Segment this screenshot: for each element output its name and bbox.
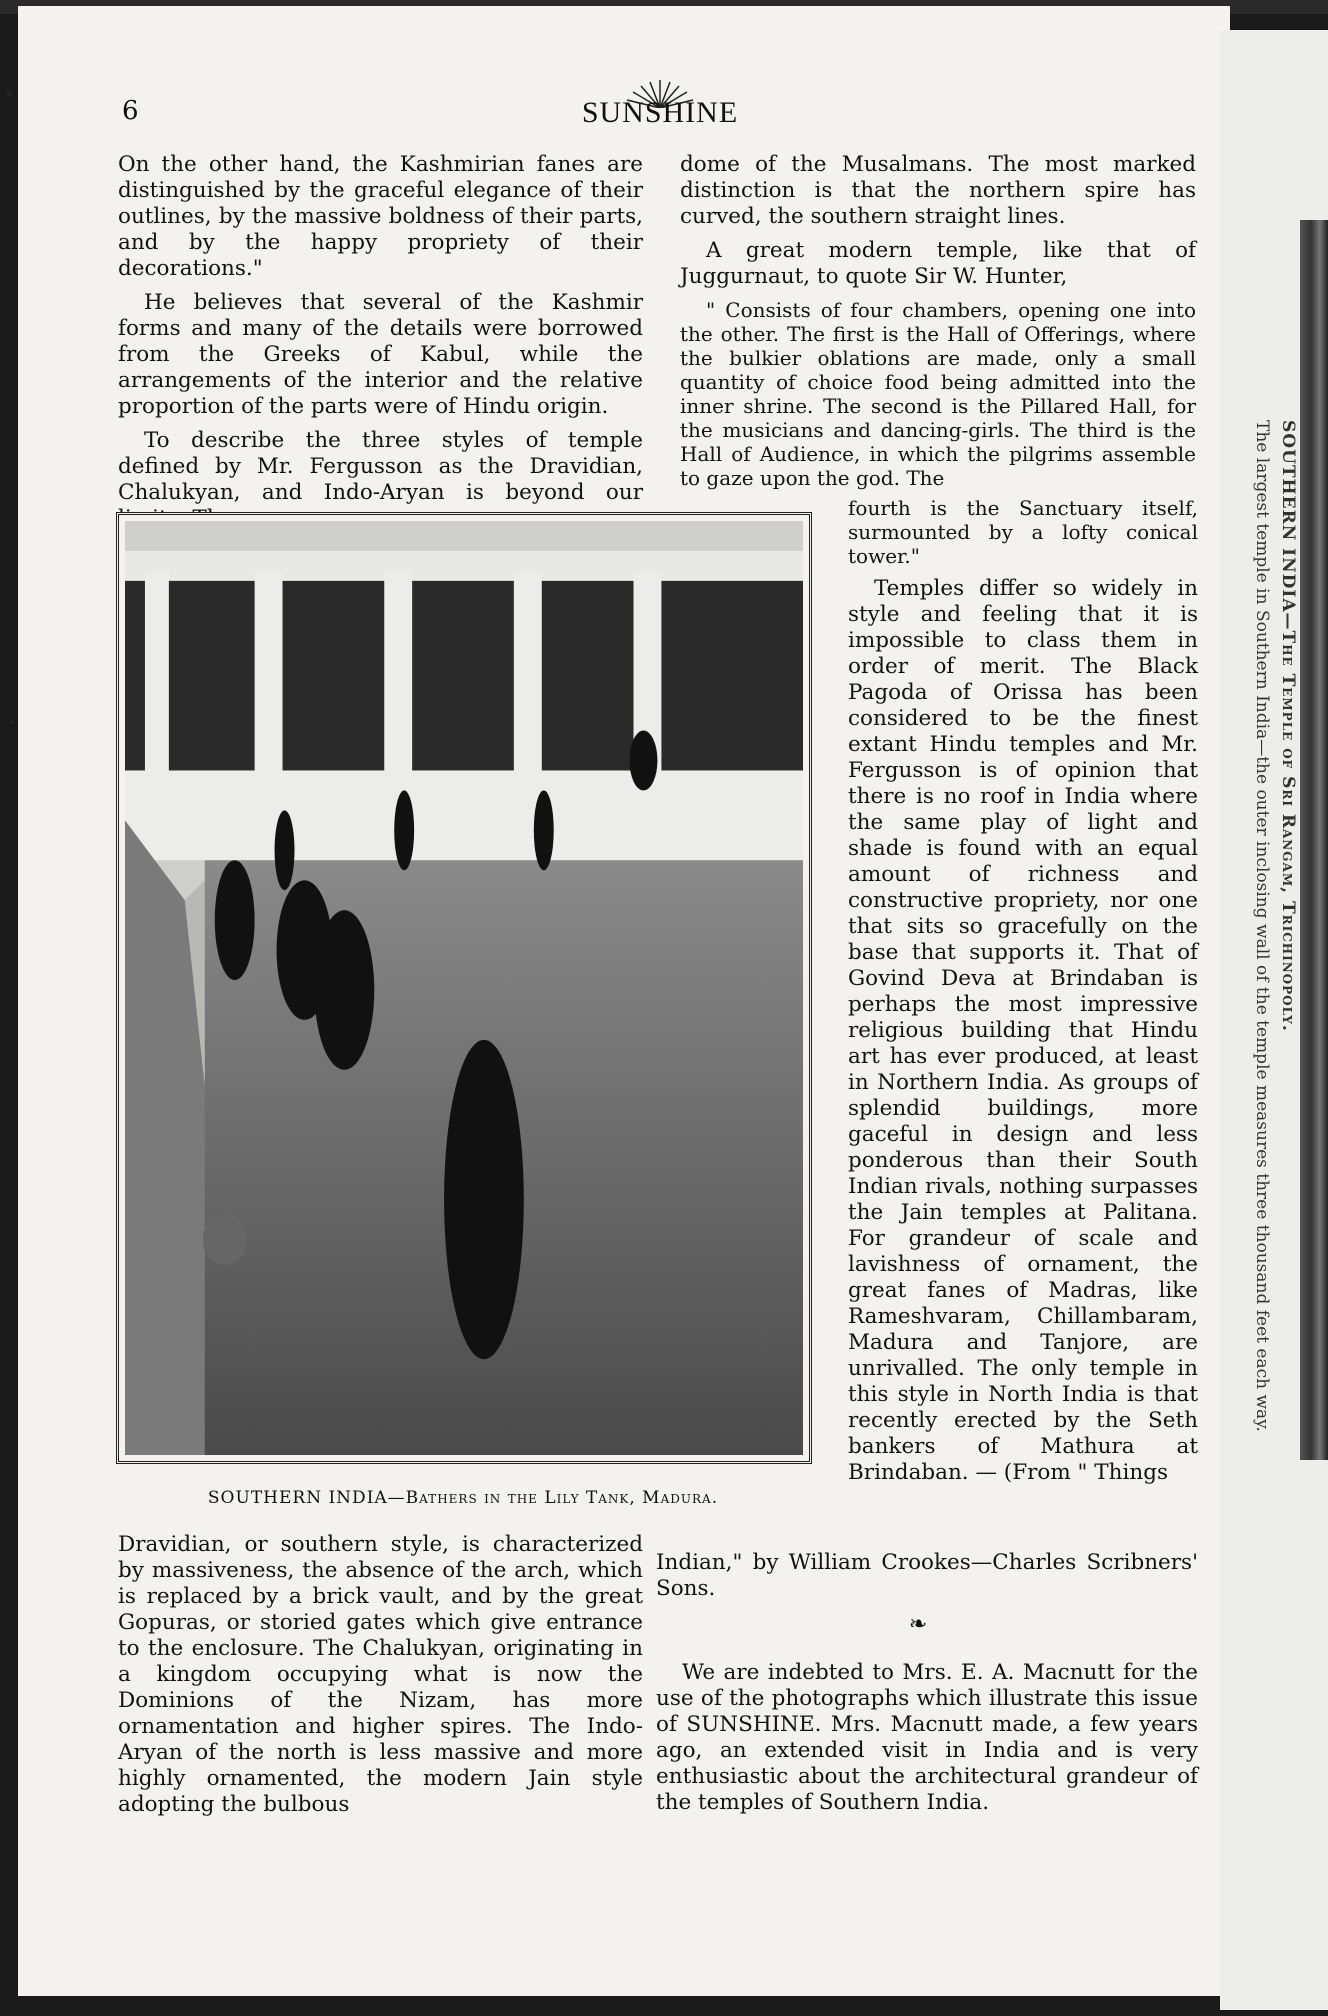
leaf-ornament-icon: ❧ <box>908 1612 928 1637</box>
paragraph: A great modern temple, like that of Juggurnaut, to quote Sir W. Hunter, <box>680 238 1196 289</box>
scan-speck <box>10 720 14 724</box>
photograph <box>125 521 803 1455</box>
photo-bathers-lily-tank <box>116 512 812 1464</box>
column-left-top <box>118 152 643 540</box>
scan-speck <box>6 90 12 96</box>
facing-page-caption <box>1252 420 1298 1600</box>
column-right-middle <box>848 496 1198 1494</box>
column-right-top <box>680 152 1196 498</box>
paragraph: We are indebted to Mrs. E. A. Macnutt for the use of the photographs which illustrate this issue of SUNSHINE. Mrs. Macnutt made, a few years ago, an extended visit in India and is very enthusiastic about the architectural grandeur of the temples of Southern India. <box>656 1660 1198 1815</box>
page-number: 6 <box>122 96 139 126</box>
photo-caption: SOUTHERN INDIA—Bathers in the Lily Tank, Madura. <box>207 1488 719 1508</box>
paragraph: dome of the Musalmans. The most marked distinction is that the northern spire has curved, the southern straight lines. <box>680 152 1196 229</box>
column-right-acknowledgement <box>656 1660 1198 1824</box>
facing-caption-title: SOUTHERN INDIA—The Temple of Sri Rangam, Trichinopoly. <box>1278 420 1298 1032</box>
facing-page-photo <box>1300 220 1328 1460</box>
masthead: SUNSHINE <box>581 96 739 129</box>
paragraph: Indian," by William Crookes—Charles Scribners' Sons. <box>656 1550 1198 1601</box>
paragraph: He believes that several of the Kashmir forms and many of the details were borrowed from the Greeks of Kabul, while the arrangements of the interior and the relative proportion of the parts were of Hindu origin. <box>118 290 643 419</box>
paragraph: To describe the three styles of temple defined by Mr. Fergusson as the Dravidian, Chalukyan, and Indo-Aryan is beyond our <box>118 428 643 505</box>
paragraph: Dravidian, or southern style, is characterized by massiveness, the absence of the arch, which is replaced by a brick vault, and by the great Gopuras, or storied gates which give entrance to the enclosure. The Chalukyan, originating in a kingdom occupying what is now the Dominions of the Nizam, has more ornamentation and higher spires. The Indo-Aryan of the north is less massive and more highly ornamented, the modern Jain style adopting the bulbous <box>118 1532 643 1817</box>
paragraph: Temples differ so widely in style and feeling that it is impossible to class them in order of merit. The Black Pagoda of Orissa has been considered to be the finest extant Hindu temples and Mr. Fergusson is of opinion that there is no roof in India where the same play of light and shade is found with an equal amount of richness and constructive propriety, nor one that sits so gracefully on the base that supports it. That of Govind Deva at Brindaban is perhaps the most impressive religious building that Hindu art has ever produced, at least in Northern India. As groups of splendid buildings, more gaceful in design and less ponderous than their South Indian rivals, nothing surpasses the Jain temples at Palitana. For grandeur of scale and lavishness of ornament, the great fanes of Madras, like Rameshvaram, Chillambaram, Madura and Tanjore, are unrivalled. The only temple in this style in North India is that recently erected by the Seth bankers of Mathura at Brindaban. — (From " Things <box>848 576 1198 1485</box>
paragraph: On the other hand, the Kashmirian fanes are distinguished by the graceful elegance of their outlines, by the massive boldness of their parts, and by the happy propriety of their decorations." <box>118 152 643 281</box>
quote-paragraph: " Consists of four chambers, opening one into the other. The first is the Hall of Offerings, where the bulkier oblations are made, only a small quantity of choice food being admitted into the inner shrine. The second is the Pillared Hall, for the musicians and dancing-girls. The third is the Hall of Audience, in which the pilgrims assemble to gaze upon the god. The <box>680 298 1196 490</box>
column-right-bottom <box>656 1550 1198 1610</box>
column-left-bottom <box>118 1532 643 1826</box>
quote-paragraph: fourth is the Sanctuary itself, surmounted by a lofty conical tower." <box>848 496 1198 568</box>
facing-caption-text: The largest temple in Southern India—the outer inclosing wall of the temple measures three thousand feet each way. <box>1252 420 1272 1432</box>
